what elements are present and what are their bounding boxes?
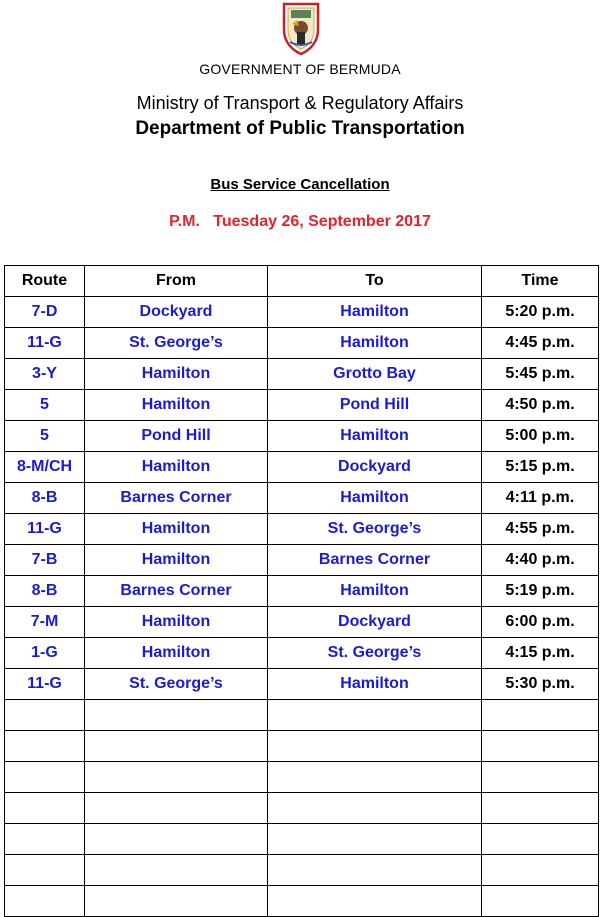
from-cell: Hamilton	[85, 638, 268, 669]
to-cell: Hamilton	[268, 421, 482, 452]
column-header-route: Route	[5, 266, 85, 297]
table-row	[5, 576, 599, 607]
route-cell: 3-Y	[5, 359, 85, 390]
to-cell	[268, 855, 482, 886]
table-row	[5, 855, 599, 886]
table-row	[5, 483, 599, 514]
bermuda-coat-of-arms-icon	[280, 2, 322, 56]
route-cell: 11-G	[5, 669, 85, 700]
to-cell: St. George’s	[268, 514, 482, 545]
from-cell	[85, 855, 268, 886]
route-cell: 8-B	[5, 483, 85, 514]
from-cell	[85, 793, 268, 824]
table-row	[5, 700, 599, 731]
table-row	[5, 793, 599, 824]
from-cell: Hamilton	[85, 452, 268, 483]
to-cell: Dockyard	[268, 452, 482, 483]
table-row	[5, 390, 599, 421]
to-cell: Grotto Bay	[268, 359, 482, 390]
table-row	[5, 824, 599, 855]
route-cell: 7-M	[5, 607, 85, 638]
route-cell	[5, 824, 85, 855]
to-cell: St. George’s	[268, 638, 482, 669]
from-cell: Barnes Corner	[85, 576, 268, 607]
to-cell: Hamilton	[268, 328, 482, 359]
route-cell: 11-G	[5, 514, 85, 545]
table-row	[5, 421, 599, 452]
from-cell	[85, 824, 268, 855]
to-cell	[268, 824, 482, 855]
to-cell	[268, 886, 482, 917]
time-cell: 5:45 p.m.	[482, 359, 599, 390]
column-header-to: To	[268, 266, 482, 297]
from-cell: Barnes Corner	[85, 483, 268, 514]
column-header-time: Time	[482, 266, 599, 297]
government-name: GOVERNMENT OF BERMUDA	[199, 61, 401, 77]
from-cell: Pond Hill	[85, 421, 268, 452]
time-cell	[482, 731, 599, 762]
route-cell: 8-M/CH	[5, 452, 85, 483]
notice-title: Bus Service Cancellation	[210, 176, 390, 193]
cancellation-table	[4, 265, 599, 917]
time-cell	[482, 762, 599, 793]
table-row	[5, 731, 599, 762]
table-row	[5, 607, 599, 638]
route-cell: 7-B	[5, 545, 85, 576]
time-cell: 6:00 p.m.	[482, 607, 599, 638]
to-cell: Hamilton	[268, 297, 482, 328]
time-cell: 4:40 p.m.	[482, 545, 599, 576]
from-cell: Dockyard	[85, 297, 268, 328]
time-cell	[482, 793, 599, 824]
table-row	[5, 452, 599, 483]
to-cell	[268, 762, 482, 793]
table-row	[5, 886, 599, 917]
route-cell: 7-D	[5, 297, 85, 328]
from-cell: Hamilton	[85, 514, 268, 545]
table-header-row	[5, 266, 599, 297]
time-cell	[482, 855, 599, 886]
from-cell: Hamilton	[85, 390, 268, 421]
table-row	[5, 297, 599, 328]
time-cell	[482, 700, 599, 731]
to-cell: Pond Hill	[268, 390, 482, 421]
time-cell: 4:50 p.m.	[482, 390, 599, 421]
route-cell	[5, 886, 85, 917]
time-cell: 4:15 p.m.	[482, 638, 599, 669]
time-cell: 5:15 p.m.	[482, 452, 599, 483]
time-cell: 5:20 p.m.	[482, 297, 599, 328]
from-cell: St. George’s	[85, 669, 268, 700]
route-cell: 8-B	[5, 576, 85, 607]
to-cell	[268, 793, 482, 824]
table-row	[5, 762, 599, 793]
from-cell	[85, 886, 268, 917]
from-cell	[85, 731, 268, 762]
table-row	[5, 638, 599, 669]
time-cell: 5:30 p.m.	[482, 669, 599, 700]
table-row	[5, 514, 599, 545]
time-cell	[482, 886, 599, 917]
ministry-title: Ministry of Transport & Regulatory Affairs	[136, 93, 464, 113]
to-cell: Hamilton	[268, 669, 482, 700]
to-cell: Hamilton	[268, 576, 482, 607]
column-header-from: From	[85, 266, 268, 297]
table-row	[5, 545, 599, 576]
route-cell	[5, 762, 85, 793]
table-row	[5, 359, 599, 390]
time-cell: 4:55 p.m.	[482, 514, 599, 545]
to-cell	[268, 700, 482, 731]
to-cell: Hamilton	[268, 483, 482, 514]
time-cell: 5:00 p.m.	[482, 421, 599, 452]
route-cell: 1-G	[5, 638, 85, 669]
time-cell: 4:11 p.m.	[482, 483, 599, 514]
notice-date: P.M. Tuesday 26, September 2017	[169, 213, 431, 230]
route-cell	[5, 700, 85, 731]
time-cell: 4:45 p.m.	[482, 328, 599, 359]
route-cell	[5, 855, 85, 886]
to-cell: Dockyard	[268, 607, 482, 638]
table-row	[5, 669, 599, 700]
from-cell: Hamilton	[85, 359, 268, 390]
time-cell	[482, 824, 599, 855]
to-cell: Barnes Corner	[268, 545, 482, 576]
route-cell	[5, 793, 85, 824]
from-cell	[85, 700, 268, 731]
route-cell	[5, 731, 85, 762]
from-cell	[85, 762, 268, 793]
route-cell: 11-G	[5, 328, 85, 359]
from-cell: Hamilton	[85, 607, 268, 638]
table-row	[5, 328, 599, 359]
route-cell: 5	[5, 421, 85, 452]
route-cell: 5	[5, 390, 85, 421]
department-title: Department of Public Transportation	[135, 118, 465, 139]
time-cell: 5:19 p.m.	[482, 576, 599, 607]
from-cell: Hamilton	[85, 545, 268, 576]
from-cell: St. George’s	[85, 328, 268, 359]
to-cell	[268, 731, 482, 762]
